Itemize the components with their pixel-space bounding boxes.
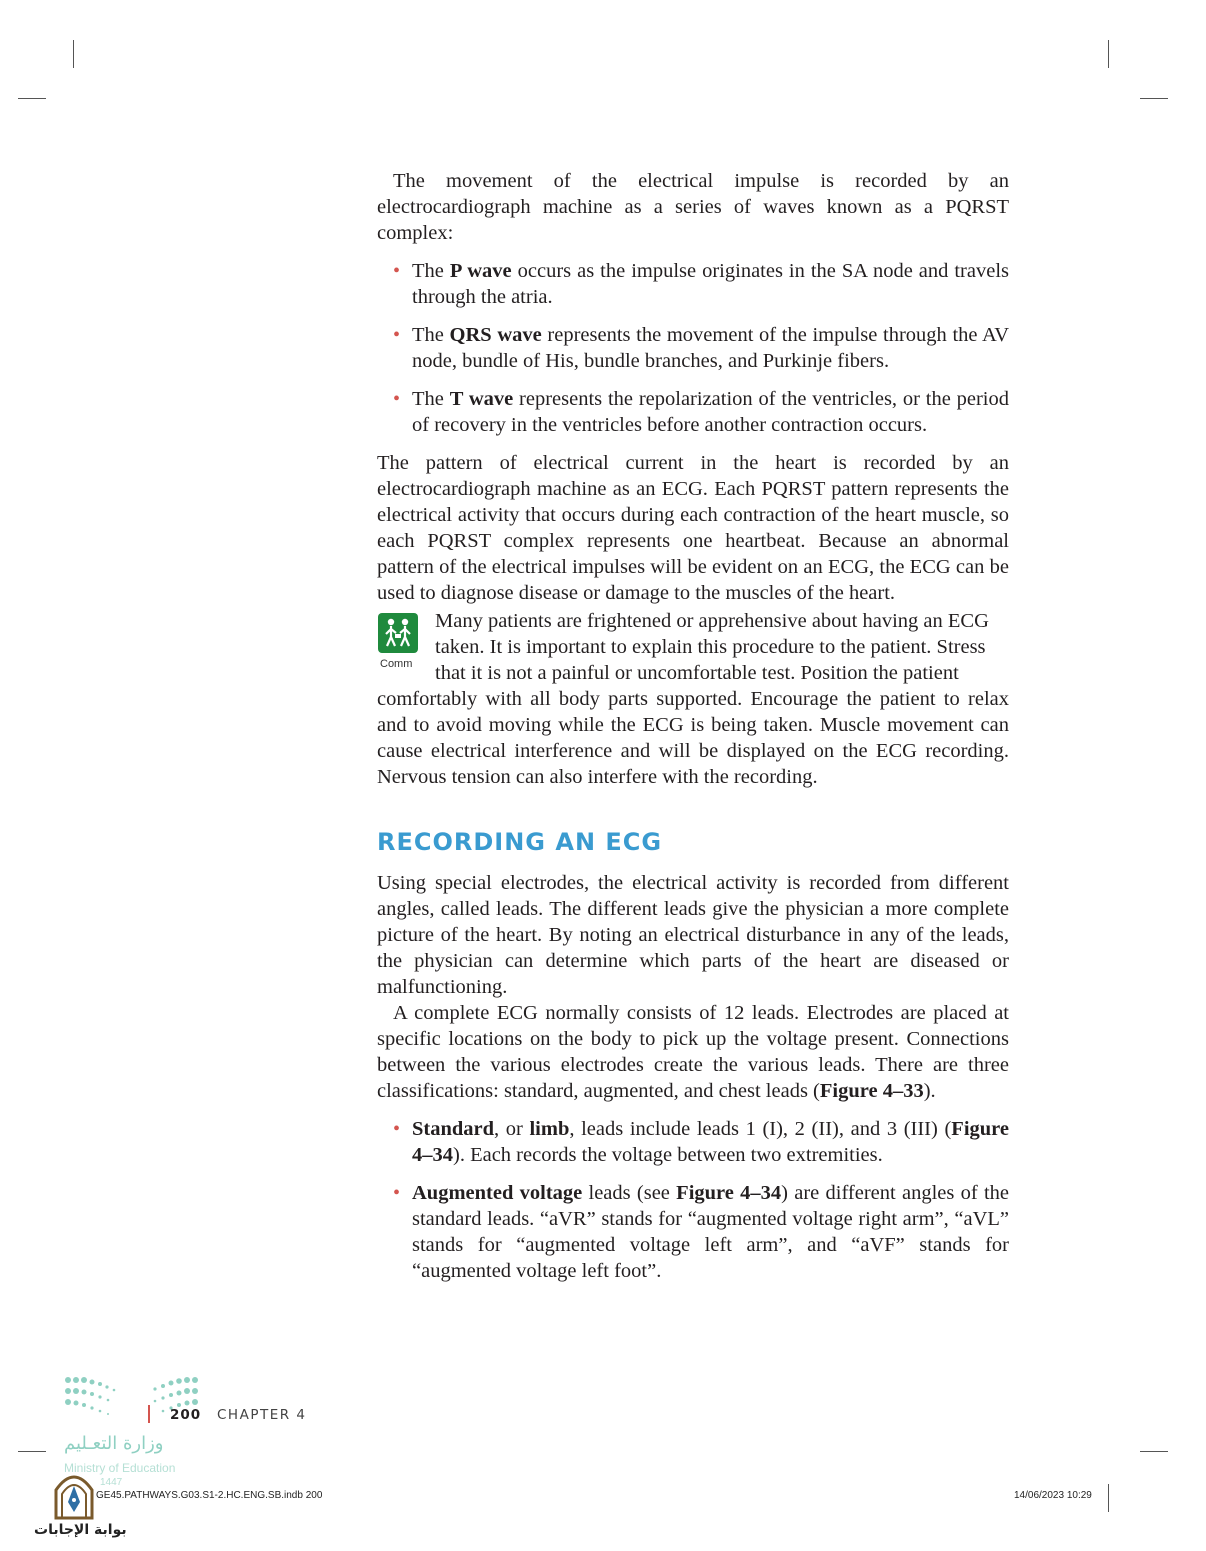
text-column-top — [377, 168, 1009, 606]
intro-paragraph: The movement of the electrical impulse is recorded by an electrocardiograph machine as a series of waves known as a PQRST complex: — [377, 170, 1009, 244]
term-t-wave: T wave — [449, 388, 514, 410]
comm-line-2: taken. It is important to explain this procedure to the patient. Stress — [435, 636, 986, 658]
site-logo-icon — [50, 1468, 98, 1520]
crop-mark — [1108, 40, 1109, 68]
communication-icon — [378, 613, 418, 653]
list-item: • Standard, or limb, leads include leads 1 (I), 2 (II), and 3 (III) (Figure 4–34). Each records the voltage between two extremities. — [393, 1118, 1009, 1166]
text-column-bottom — [377, 870, 1009, 1284]
recording-paragraph: Using special electrodes, the electrical activity is recorded from different angles, called leads. The different leads give the physician a more complete picture of the heart. By noting an electrical disturbance in any of the leads, the physician can determine which parts of the heart are diseased or malfunctioning. — [377, 872, 1009, 998]
crop-mark — [73, 40, 74, 68]
bullet-icon: • — [393, 388, 401, 410]
figure-ref: Figure 4–33 — [819, 1080, 924, 1102]
crop-mark — [18, 1451, 46, 1452]
list-item: • The QRS wave represents the movement of the impulse through the AV node, bundle of His, bundle branches, and Purkinje fibers. — [393, 324, 1009, 372]
bullet-icon: • — [393, 1182, 401, 1204]
term-standard: Standard — [412, 1118, 495, 1140]
site-name: بوابة الإجابات — [34, 1522, 127, 1538]
bullet-icon: • — [393, 260, 401, 282]
page-number-divider — [148, 1405, 150, 1423]
comm-rest-wrap — [377, 686, 1009, 790]
crop-mark — [1140, 98, 1168, 99]
pattern-paragraph: The pattern of electrical current in the heart is recorded by an electrocardiograph machine as an ECG. Each PQRST pattern represents the electrical activity that occurs during each contraction of the heart muscle, so each PQRST complex represents one heartbeat. Because an abnormal pattern of the electrical impulses will be evident on an ECG, the ECG can be used to diagnose disease or damage to the muscles of the heart. — [377, 452, 1009, 604]
leads-list — [377, 1116, 1009, 1284]
list-item: • The P wave occurs as the impulse originates in the SA node and travels through the atria. — [393, 260, 1009, 308]
page-number: 200 — [170, 1407, 202, 1423]
figure-ref: Figure 4–34 — [676, 1182, 782, 1204]
term-augmented-voltage: Augmented voltage — [412, 1182, 583, 1204]
ministry-name-english: Ministry of Education — [64, 1461, 176, 1475]
list-item: • Augmented voltage leads (see Figure 4–34) are different angles of the standard leads. “aVR” stands for “augmented voltage right arm”, “aVL” stands for “augmented voltage left arm”, and “aVF” stands for “augmented voltage left foot”. — [393, 1182, 1010, 1282]
crop-mark — [18, 98, 46, 99]
term-p-wave: P wave — [449, 260, 512, 282]
chapter-label: CHAPTER 4 — [217, 1407, 307, 1423]
slug-file-info: GE45.PATHWAYS.G03.S1-2.HC.ENG.SB.indb 200 — [96, 1490, 323, 1501]
bullet-icon: • — [393, 1118, 401, 1140]
crop-mark — [1140, 1451, 1168, 1452]
comm-label: Comm — [380, 658, 413, 670]
bullet-icon: • — [393, 324, 401, 346]
slug-timestamp: 14/06/2023 10:29 — [1014, 1490, 1092, 1501]
ministry-name-arabic: وزارة التعـليم — [64, 1433, 164, 1454]
comm-paragraph-rest: comfortably with all body parts supported. Encourage the patient to relax and to avoid moving while the ECG is being taken. Muscle movement can cause electrical interference and will be displayed on the ECG recording. Nervous tension can also interfere with the recording. — [377, 688, 1009, 788]
section-heading: RECORDING AN ECG — [377, 828, 663, 856]
comm-wrap-lines — [435, 608, 1009, 686]
comm-line-1: Many patients are frightened or apprehensive about having an ECG — [435, 610, 989, 632]
crop-mark — [1108, 1484, 1109, 1512]
term-limb: limb — [529, 1118, 570, 1140]
leads-paragraph: A complete ECG normally consists of 12 leads. Electrodes are placed at specific locations on the body to pick up the voltage present. Connections between the various electrodes create the various leads. There are three classifications: standard, augmented, and chest leads (Figure 4–33). — [377, 1002, 1009, 1102]
figure-ref: Figure 4–34 — [412, 1118, 1009, 1166]
term-qrs-wave: QRS wave — [449, 324, 542, 346]
list-item: • The T wave represents the repolarization of the ventricles, or the period of recovery in the ventricles before another contraction occurs. — [393, 388, 1010, 436]
ministry-year: 1447 — [100, 1477, 123, 1488]
comm-line-3: that it is not a painful or uncomfortable test. Position the patient — [435, 662, 959, 684]
wave-list — [377, 258, 1009, 438]
